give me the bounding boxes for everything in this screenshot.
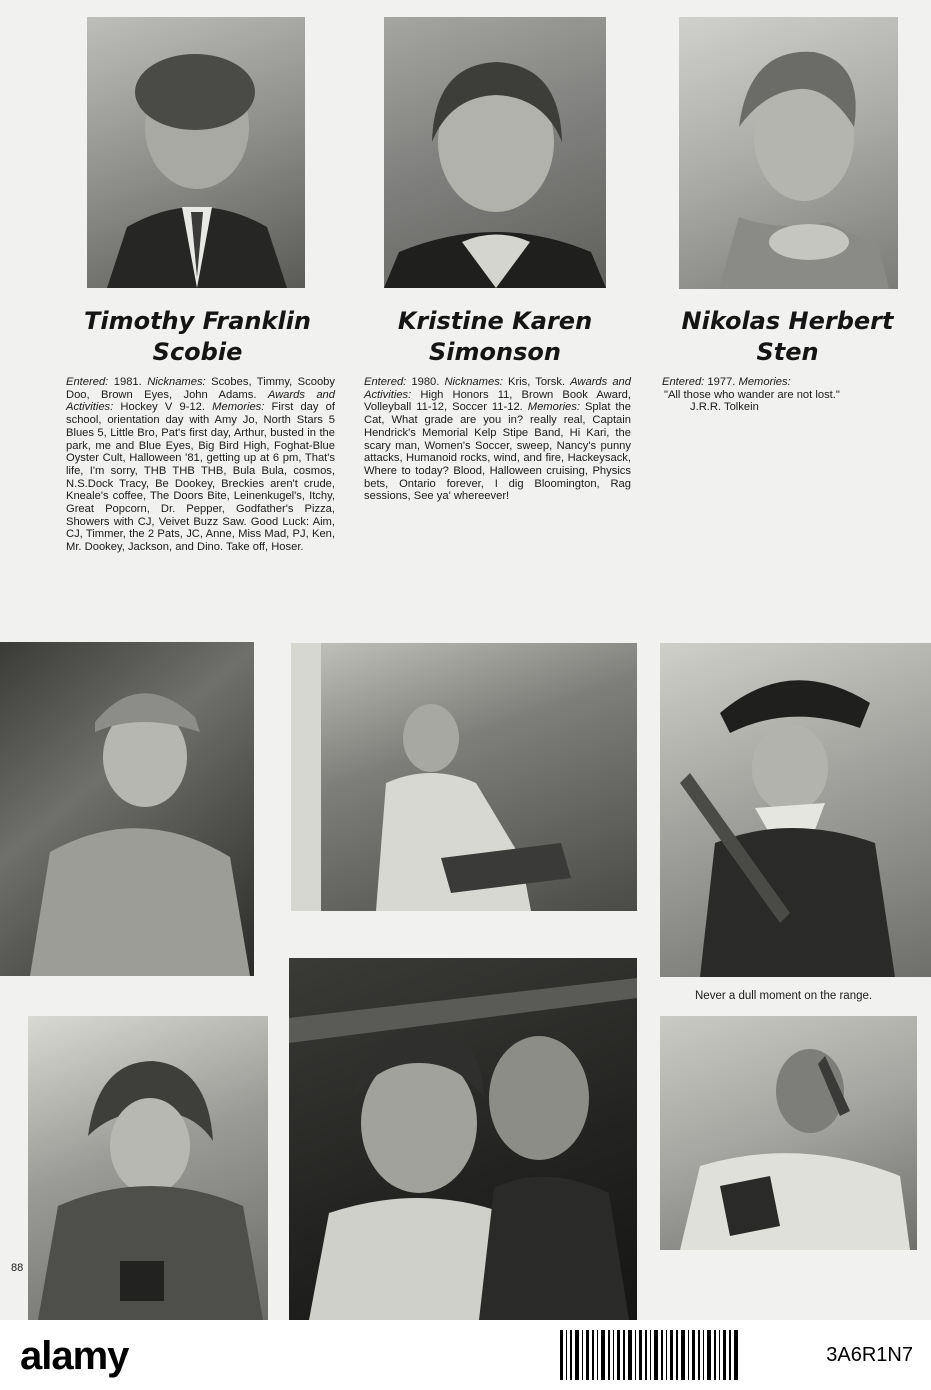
alamy-logo: alamy: [20, 1334, 129, 1378]
nicknames-value: Scobes, Timmy, Scooby Doo, Brown Eyes, John Adams.: [66, 376, 335, 401]
nicknames-label: Nicknames:: [147, 376, 206, 388]
awards-value: Hockey V 9-12.: [113, 401, 213, 414]
candid-photo-boy-on-phone: [660, 1016, 917, 1250]
student-name-nikolas-sten: [650, 306, 925, 368]
entered-label: Entered:: [66, 376, 109, 388]
student-name-kristine-simonson: [355, 306, 635, 368]
memories-label: Memories:: [738, 376, 791, 388]
name-line-1: Kristine Karen: [397, 307, 593, 335]
entered-label: Entered:: [662, 376, 705, 388]
name-line-1: Timothy Franklin: [83, 307, 312, 335]
portrait-photo-kristine-simonson: [384, 17, 606, 288]
memories-label: Memories:: [527, 401, 580, 414]
entered-value: 1977.: [704, 376, 739, 388]
watermark-footer: [0, 1320, 931, 1390]
bio-nikolas-sten: [662, 376, 912, 414]
awards-label: Awards and Activities:: [364, 376, 631, 401]
awards-label: Awards and Activities:: [66, 388, 335, 414]
candid-photo-cowboy: [660, 643, 931, 977]
memories-label: Memories:: [212, 401, 265, 414]
page-number: 88: [11, 1262, 24, 1274]
candid-photo-boy-with-cap: [0, 642, 254, 976]
name-line-1: Nikolas Herbert: [681, 307, 894, 335]
memories-value: Splat the Cat, What grade are you in? really real, Captain Hendrick's Memorial Kelp Stipe Band, Hi Kari, the scary man, Women's Soccer, sweep, Nancy's punny attacks, Humanoid rocks, wind, and fire, Hackeysack, Where to today? Blood, Halloween cruising, Physics bets, Ontario forever, I dig Bloomington, Rag sessions, See ya' whereever!: [364, 401, 631, 503]
photo-caption: Never a dull moment on the range.: [695, 990, 873, 1002]
entered-label: Entered:: [364, 376, 407, 388]
entered-value: 1980.: [406, 376, 445, 388]
name-line-2: Sten: [756, 338, 819, 366]
nicknames-label: Nicknames:: [444, 376, 503, 388]
bio-kristine-simonson: [364, 376, 631, 503]
awards-value: High Honors 11, Brown Book Award, Volleyball 11-12, Soccer 11-12.: [364, 388, 631, 414]
memories-value: First day of school, orientation day with Amy Jo, North Stars 5 Blues 5, Little Bro, Pat's first day, Arthur, busted in the park, me and Blue Eyes, Big Bird High, Foghat-Blue Oyster Cult, Halloween '81, getting up at 6 pm, That's life, I'm sorry, THB THB THB, Bula Bula, cosmos, N.S.Dock Tracy, Be Dookey, Breckies aren't crude, Kneale's coffee, The Doors Bite, Leinenkugel's, Itchy, Great Popcorn, Dr. Pepper, Godfather's Pizza, Showers with CJ, Veivet Buzz Saw. Good Luck: Aim, CJ, Timmer, the 2 Pats, JC, Anne, Miss Mad, PJ, Ken, Mr. Dookey, Jackson, and Dino. Take off, Hoser.: [66, 401, 335, 554]
portrait-photo-timothy-scobie: [87, 17, 305, 288]
barcode-icon: [560, 1330, 740, 1380]
student-name-timothy-scobie: [60, 306, 335, 368]
entered-value: 1981.: [108, 376, 148, 388]
name-line-2: Scobie: [152, 338, 243, 366]
candid-photo-boy-sitting: [291, 643, 637, 911]
candid-photo-girl-rubiks-cube: [28, 1016, 268, 1320]
name-line-2: Simonson: [429, 338, 561, 366]
nicknames-value: Kris, Torsk.: [502, 376, 571, 388]
bio-timothy-scobie: [66, 376, 335, 554]
image-code: 3A6R1N7: [826, 1344, 913, 1366]
memories-quote: "All those who wander are not lost.": [664, 388, 840, 401]
candid-photo-two-boys: [289, 958, 637, 1320]
portrait-photo-nikolas-sten: [679, 17, 898, 289]
quote-author: J.R.R. Tolkein: [690, 401, 759, 414]
